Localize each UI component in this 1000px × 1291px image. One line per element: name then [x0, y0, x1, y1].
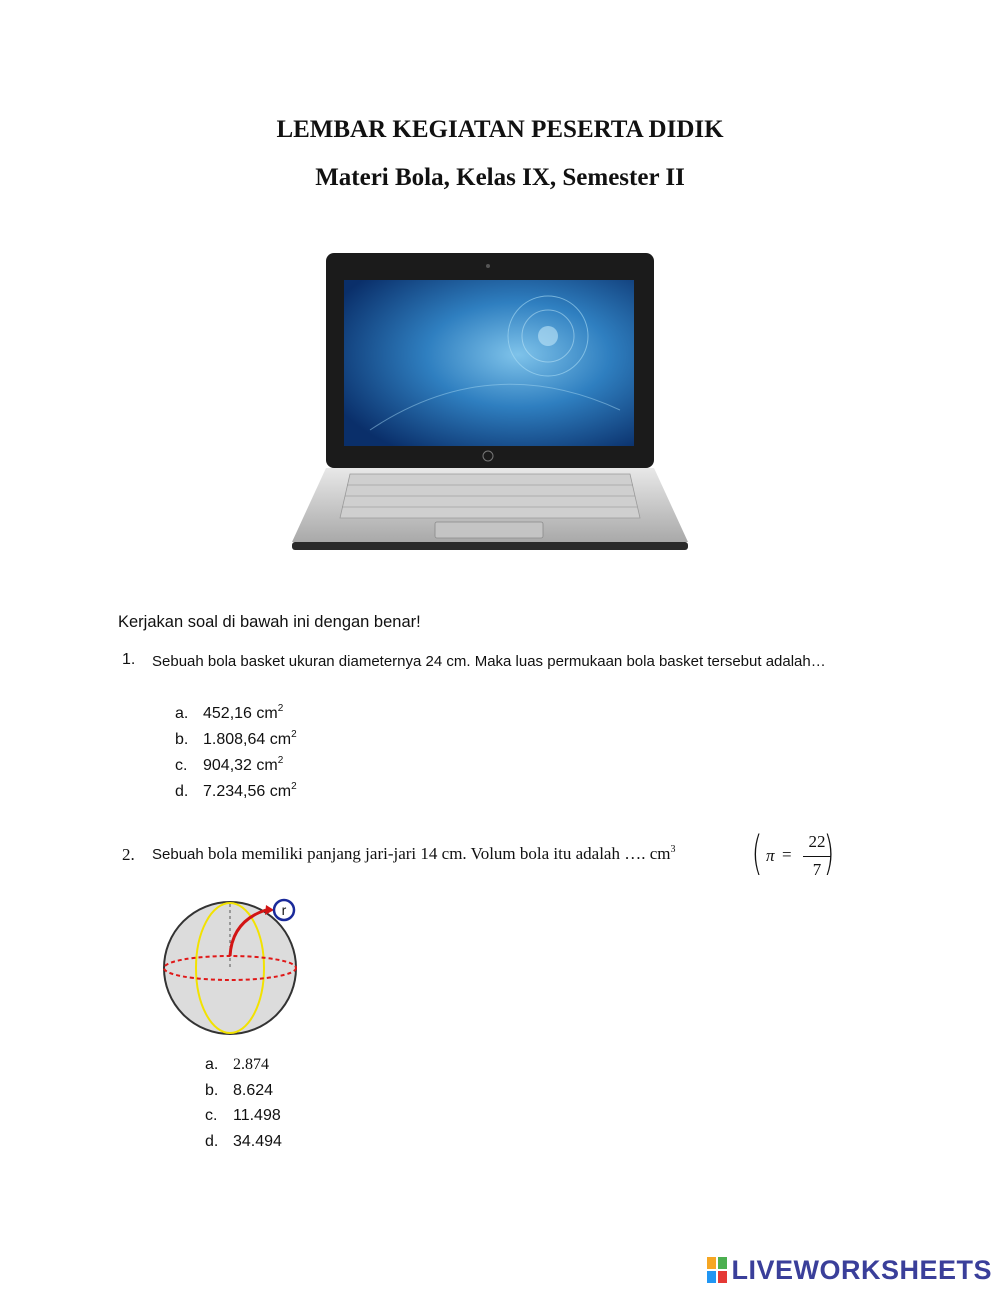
option-label: d.: [175, 783, 189, 800]
q1-option-b[interactable]: [175, 731, 297, 749]
radius-label: r: [281, 902, 287, 918]
laptop-image: [290, 250, 690, 560]
fraction-numerator: 22: [808, 832, 826, 851]
option-label: c.: [175, 757, 188, 774]
q2-option-c[interactable]: [205, 1107, 281, 1125]
option-value: 8.624: [233, 1082, 274, 1099]
option-value: 452,16 cm: [203, 705, 278, 722]
q1-option-c[interactable]: [175, 757, 283, 775]
option-label: a.: [205, 1056, 219, 1073]
pi-symbol: π: [766, 846, 775, 865]
q1-option-a[interactable]: [175, 705, 283, 723]
option-label: b.: [205, 1082, 219, 1099]
option-value: 2.874: [233, 1056, 269, 1073]
pi-formula: [751, 826, 837, 885]
sphere-diagram: [158, 896, 308, 1036]
question-2-text-rest: bola memiliki panjang jari-jari 14 cm. Volum bola itu adalah …. cm: [203, 844, 671, 863]
option-label: b.: [175, 731, 189, 748]
unit-exponent: 2: [277, 755, 284, 766]
liveworksheets-brand[interactable]: [707, 1253, 992, 1287]
option-value: 1.808,64 cm: [203, 731, 292, 748]
equals-sign: =: [782, 845, 792, 864]
liveworksheets-logo-icon: [707, 1257, 727, 1283]
option-value: 7.234,56 cm: [203, 783, 292, 800]
page-subtitle: Materi Bola, Kelas IX, Semester II: [315, 164, 685, 191]
option-label: d.: [205, 1133, 219, 1150]
option-label: a.: [175, 705, 189, 722]
q2-option-b[interactable]: [205, 1082, 273, 1100]
q1-option-d[interactable]: [175, 783, 297, 801]
unit-exponent: 2: [291, 729, 297, 740]
unit-exponent: 3: [670, 844, 676, 855]
option-label: c.: [205, 1107, 218, 1124]
question-2-number: 2.: [122, 845, 135, 864]
question-2-text: [152, 844, 676, 864]
page-title: LEMBAR KEGIATAN PESERTA DIDIK: [276, 116, 724, 143]
fraction-denominator: 7: [812, 860, 822, 879]
option-value: 11.498: [233, 1107, 281, 1124]
left-paren: (: [751, 826, 763, 880]
question-1-text: Sebuah bola basket ukuran diameternya 24 cm. Maka luas permukaan bola basket tersebut adalah…: [152, 653, 826, 670]
q2-option-d[interactable]: [205, 1133, 282, 1151]
brand-name: LIVEWORKSHEETS: [731, 1254, 992, 1285]
unit-exponent: 2: [291, 781, 297, 792]
question-2-text-start: Sebuah: [152, 846, 204, 863]
question-1-number: 1.: [122, 651, 136, 668]
right-paren: ): [823, 826, 835, 880]
q2-option-a[interactable]: [205, 1056, 269, 1074]
instruction-text: Kerjakan soal di bawah ini dengan benar!: [118, 613, 421, 631]
option-value: 34.494: [233, 1133, 282, 1150]
option-value: 904,32 cm: [203, 757, 278, 774]
unit-exponent: 2: [277, 703, 284, 714]
